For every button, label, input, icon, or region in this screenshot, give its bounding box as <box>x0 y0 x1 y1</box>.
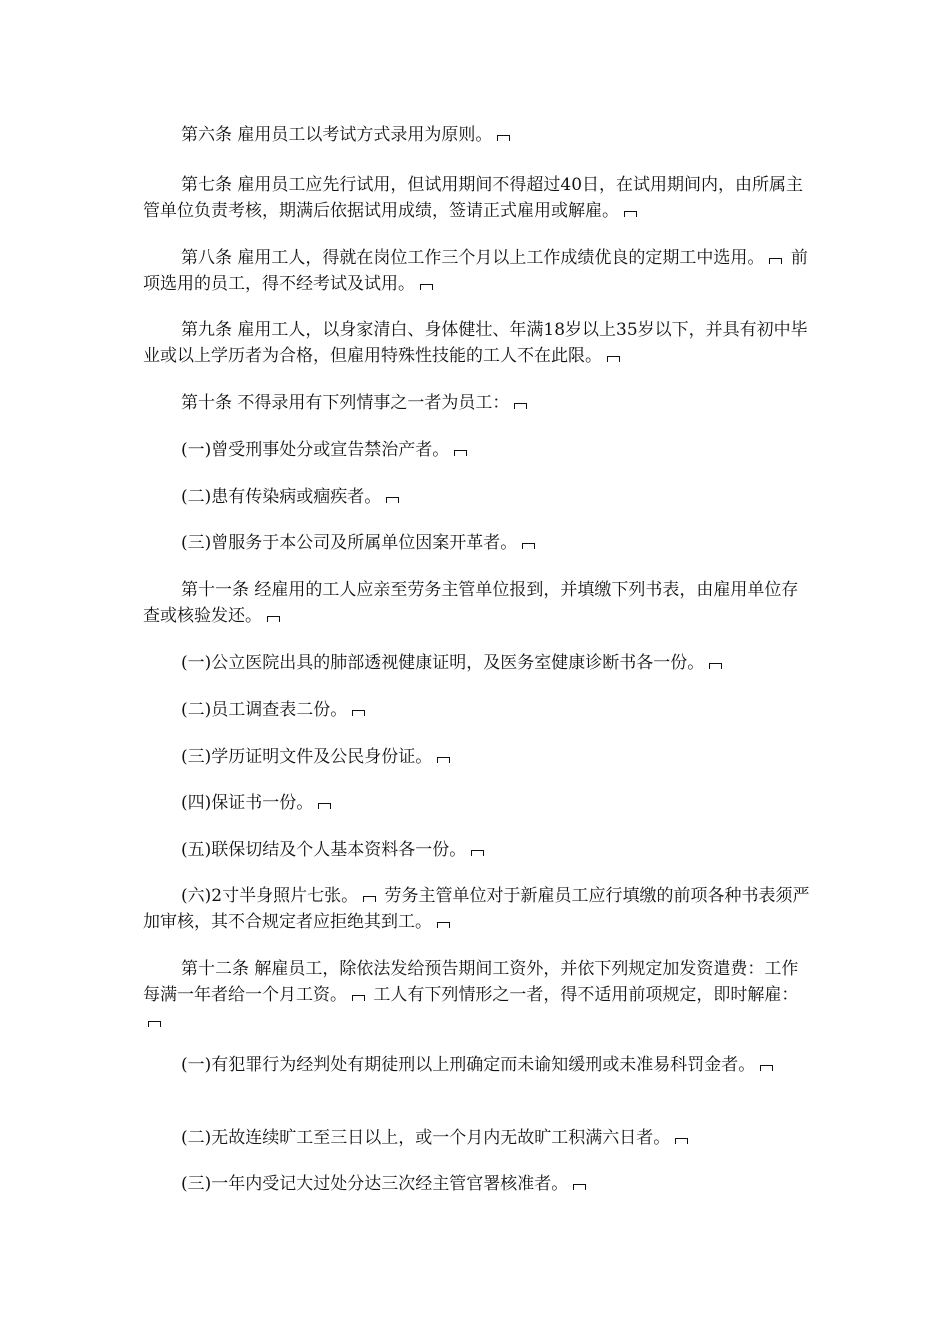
paragraph-mark-icon <box>675 1138 688 1144</box>
paragraph-mark-icon <box>522 543 535 549</box>
list-item-text: (一)有犯罪行为经判处有期徒刑以上刑确定而未谕知缓刑或未准易科罚金者。 <box>181 1055 756 1075</box>
list-item-text: (四)保证书一份。 <box>181 793 314 813</box>
article-11-item-5 <box>143 837 813 863</box>
paragraph-mark-icon <box>607 356 620 362</box>
article-10-item-2 <box>143 484 813 510</box>
article-11-item-1 <box>143 650 813 676</box>
paragraph-mark-icon <box>318 803 331 809</box>
article-12-item-1 <box>143 1052 813 1078</box>
article-11 <box>143 577 813 629</box>
article-6 <box>143 122 813 148</box>
paragraph-mark-icon <box>624 211 637 217</box>
list-item-text: (三)学历证明文件及公民身份证。 <box>181 747 433 767</box>
paragraph-mark-icon <box>573 1184 586 1190</box>
article-10-item-3 <box>143 530 813 556</box>
article-12-item-2 <box>143 1125 813 1151</box>
paragraph-mark-icon <box>769 258 782 264</box>
article-7 <box>143 172 813 224</box>
article-7-text: 第七条 雇用员工应先行试用，但试用期间不得超过40日，在试用期间内，由所属主管单位负责考核，期满后依据试用成绩，签请正式雇用或解雇。 <box>143 175 804 221</box>
list-item-text: (二)无故连续旷工至三日以上，或一个月内无故旷工积满六日者。 <box>181 1128 671 1148</box>
paragraph-mark-icon <box>497 135 510 141</box>
article-8 <box>143 245 813 297</box>
article-9 <box>143 317 813 369</box>
article-10-text: 第十条 不得录用有下列情事之一者为员工： <box>181 393 510 413</box>
list-item-text: (三)一年内受记大过处分达三次经主管官署核准者。 <box>181 1174 569 1194</box>
article-11-item-6 <box>143 883 813 935</box>
article-11-item-3 <box>143 744 813 770</box>
article-8-text: 第八条 雇用工人，得就在岗位工作三个月以上工作成绩优良的定期工中选用。 <box>181 248 765 268</box>
article-11-item-2 <box>143 697 813 723</box>
article-12-text: 第十二条 解雇员工，除依法发给预告期间工资外，并依下列规定加发资遣费：工作每满一年者给一个月工资。 <box>143 959 799 1005</box>
article-12-text-2: 工人有下列情形之一者，得不适用前项规定，即时解雇： <box>373 985 799 1005</box>
list-item-text: (一)曾受刑事处分或宣告禁治产者。 <box>181 440 450 460</box>
paragraph-mark-icon <box>709 663 722 669</box>
article-11-item-4 <box>143 790 813 816</box>
list-item-text: (二)患有传染病或痼疾者。 <box>181 487 382 507</box>
paragraph-mark-icon <box>267 616 280 622</box>
list-item-text: (六)2寸半身照片七张。 <box>181 886 359 906</box>
article-12 <box>143 956 813 1034</box>
paragraph-mark-icon <box>471 850 484 856</box>
list-item-text: (五)联保切结及个人基本资料各一份。 <box>181 840 467 860</box>
article-10 <box>143 390 813 416</box>
article-8-text-2: 前项选用的员工，得不经考试及试用。 <box>143 248 808 294</box>
paragraph-mark-icon <box>514 403 527 409</box>
paragraph-mark-icon <box>437 922 450 928</box>
paragraph-mark-icon <box>420 284 433 290</box>
paragraph-mark-icon <box>352 995 365 1001</box>
paragraph-mark-icon <box>386 497 399 503</box>
paragraph-mark-icon <box>760 1065 773 1071</box>
paragraph-mark-icon <box>363 896 376 902</box>
list-item-text-2: 劳务主管单位对于新雇员工应行填缴的前项各种书表须严加审核，其不合规定者应拒绝其到工。 <box>143 886 810 932</box>
paragraph-mark-icon <box>454 450 467 456</box>
paragraph-mark-icon <box>437 757 450 763</box>
paragraph-mark-icon <box>148 1021 161 1027</box>
article-12-item-3 <box>143 1171 813 1197</box>
article-6-text: 第六条 雇用员工以考试方式录用为原则。 <box>181 125 493 145</box>
list-item-text: (三)曾服务于本公司及所属单位因案开革者。 <box>181 533 518 553</box>
article-9-text: 第九条 雇用工人，以身家清白、身体健壮、年满18岁以上35岁以下，并具有初中毕业或以上学历者为合格，但雇用特殊性技能的工人不在此限。 <box>143 320 808 366</box>
list-item-text: (一)公立医院出具的肺部透视健康证明，及医务室健康诊断书各一份。 <box>181 653 705 673</box>
paragraph-mark-icon <box>352 710 365 716</box>
list-item-text: (二)员工调查表二份。 <box>181 700 348 720</box>
article-11-text: 第十一条 经雇用的工人应亲至劳务主管单位报到，并填缴下列书表，由雇用单位存查或核验发还。 <box>143 580 799 626</box>
article-10-item-1 <box>143 437 813 463</box>
